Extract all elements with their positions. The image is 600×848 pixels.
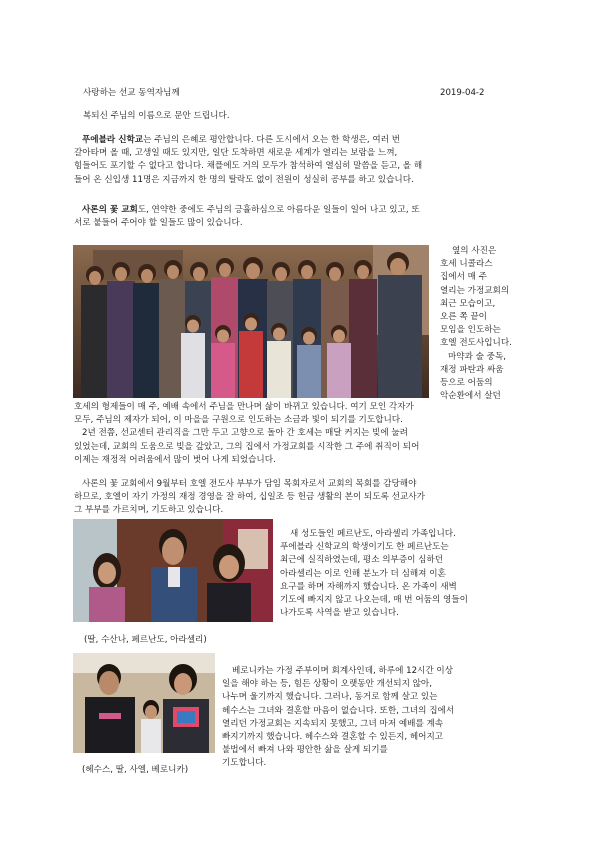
paragraph-jose: 호세의 형제들이 매 주, 예배 속에서 주님을 만나며 삶이 바뀌고 있습니다. 여기 모인 각자가 모두, 주님의 제자가 되어, 이 마을을 구원으로 인도하는 소금과 빛이 되기를 기도합니다. 2년 전쯤, 선교센터 관리직을 그만 두고 고향으로 돌아 간 호세는 매달 커지는 빚에 눌려 있었는데, 교회의 도움으로 빚을 갚았고, 그의 집에서 가정교회를 시작한 그 주에 취직이 되어 이제는 재정적 어려움에서 많이 벗어 나게 되었습니다. xyxy=(74,402,420,465)
paragraph-church: 사론의 꽃 교회도, 연약한 중에도 주님의 긍휼하심으로 아름다운 일들이 일어 나고 있고, 또 서로 붙들어 주어야 할 일들도 많이 있습니다. xyxy=(74,205,420,229)
caption-fernando-family: (딸, 수산나, 페르난도, 아라셀리) xyxy=(84,634,207,645)
greeting: 사랑하는 선교 동역자님께 xyxy=(83,88,180,98)
fernando-family-photo xyxy=(73,519,273,622)
letter-date: 2019-04-2 xyxy=(440,88,485,98)
caption-veronica-family: (헤수스, 딸, 사엘, 베로니카) xyxy=(82,764,189,775)
paragraph-seminary: 푸에블라 신학교는 주님의 은혜로 평안합니다. 다른 도시에서 오는 한 학생은, 여러 번 갈아타며 올 때, 고생일 때도 있지만, 일단 도착하면 새로운 세계가 열리는 보람을 느껴, 힘들어도 포기할 수 없다고 합니다. 채플에도 거의 모두가 참석하여 열심히 말씀을 듣고, 올 해 들어 온 신입생 11명은 지금까지 한 명의 탈락도 없이 전원이 성실히 공부를 하고 있습니다. xyxy=(74,135,423,185)
church-name: 사론의 꽃 교회 xyxy=(82,205,138,215)
side-text-house-church: 옆의 사진은 호세 니콜라스 집에서 매 주 열리는 가정교회의 최근 모습이고, 오른 쪽 끝이 모임을 인도하는 호엘 전도사입니다. 마약과 술 중독, 재정 파탄과 싸움 등으로 어둠의 악순환에서 살던 xyxy=(440,246,512,402)
paragraph-joel: 사론의 꽃 교회에서 9월부터 호엘 전도사 부부가 담임 목회자로서 교회의 목회를 감당해야 하므로, 호엘이 자기 가정의 재정 경영을 잘 하여, 십일조 등 헌금 생활의 본이 되도록 선교사가 그 부부를 가르치며, 기도하고 있습니다. xyxy=(74,479,425,516)
veronica-family-photo xyxy=(73,653,215,753)
side-text-fernando: 새 성도들인 페르난도, 아라셀리 가족입니다. 푸에블라 신학교의 학생이기도 한 페르난도는 최근에 실직하였는데, 평소 의부증이 심하던 아라셀리는 이로 인해 분노가 더 심해져 이혼 요구를 하며 자해까지 했습니다. 온 가족이 새벽 기도에 빠지지 않고 나오는데, 매 번 어둠의 영들이 나가도록 사역을 받고 있습니다. xyxy=(280,529,468,619)
seminary-name: 푸에블라 신학교 xyxy=(82,135,144,145)
house-church-group-photo xyxy=(73,245,429,398)
side-text-veronica: 베로니카는 가정 주부이며 회계사인데, 하루에 12시간 이상 일을 해야 하는 등, 힘든 상황이 오랫동안 개선되지 않아, 나누며 울기까지 했습니다. 그러나, 동거로 함께 살고 있는 헤수스는 그녀와 결혼할 마음이 없습니다. 또한, 그녀의 집에서 열리던 가정교회는 지속되지 못했고, 그녀 마저 예배를 계속 빠지기까지 했습니다. 헤수스와 결혼할 수 있든지, 헤어지고 불법에서 빠져 나와 평안한 삶을 살게 되기를 기도합니다. xyxy=(222,666,455,769)
intro-line: 복되신 주님의 이름으로 문안 드립니다. xyxy=(83,111,230,121)
